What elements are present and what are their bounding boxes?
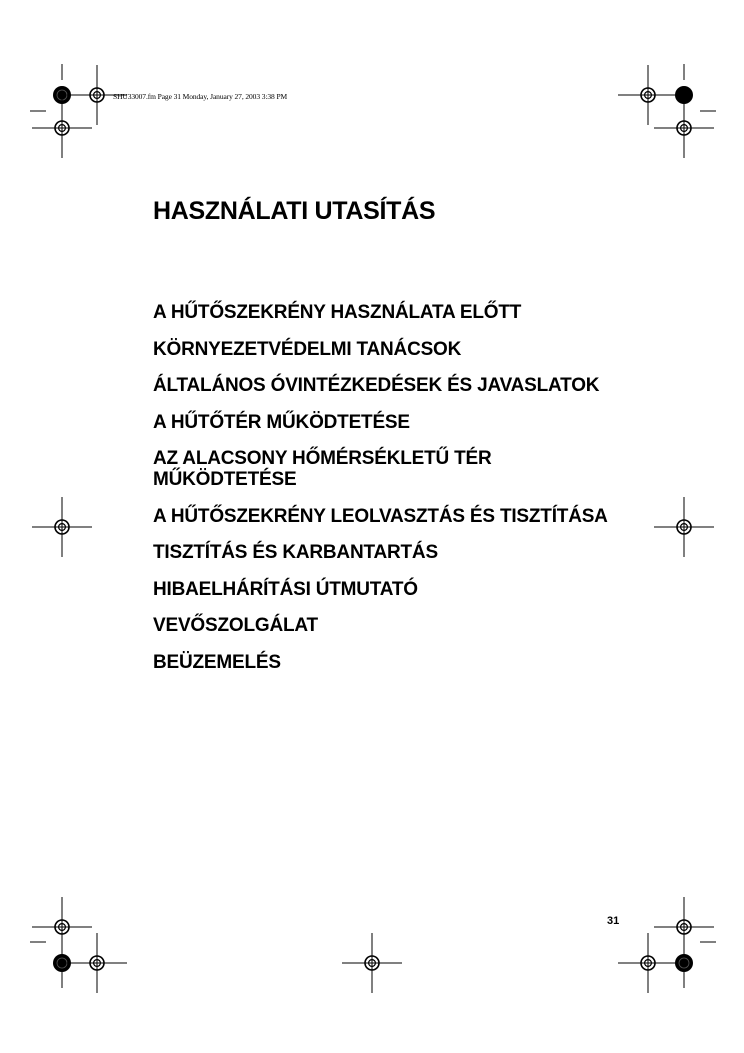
registration-mark-icon — [32, 98, 92, 158]
print-slug-line: SHU33007.fm Page 31 Monday, January 27, 2003 3:38 PM — [113, 92, 288, 101]
registration-mark-icon — [654, 897, 714, 957]
toc-item: VEVŐSZOLGÁLAT — [153, 615, 318, 636]
toc-item: A HŰTŐSZEKRÉNY HASZNÁLATA ELŐTT — [153, 302, 522, 323]
registration-mark-icon — [654, 497, 714, 557]
toc-item: AZ ALACSONY HŐMÉRSÉKLETŰ TÉR MŰKÖDTETÉSE — [153, 448, 492, 490]
table-of-contents — [153, 302, 623, 688]
registration-mark-icon — [32, 497, 92, 557]
toc-item: A HŰTŐTÉR MŰKÖDTETÉSE — [153, 411, 410, 433]
toc-item: HIBAELHÁRÍTÁSI ÚTMUTATÓ — [153, 578, 418, 600]
registration-mark-icon — [618, 65, 678, 125]
registration-mark-icon — [654, 98, 714, 158]
registration-mark-icon — [342, 933, 402, 993]
page-title: HASZNÁLATI UTASÍTÁS — [153, 197, 436, 225]
toc-item: ÁLTALÁNOS ÓVINTÉZKEDÉSEK ÉS JAVASLATOK — [153, 375, 600, 396]
toc-item: TISZTÍTÁS ÉS KARBANTARTÁS — [153, 542, 438, 563]
registration-mark-icon — [32, 897, 92, 957]
toc-item: BEÜZEMELÉS — [153, 651, 281, 673]
page-number: 31 — [607, 915, 620, 927]
toc-item: A HŰTŐSZEKRÉNY LEOLVASZTÁS ÉS TISZTÍTÁSA — [153, 505, 608, 527]
registration-mark-icon — [67, 933, 127, 993]
registration-mark-icon — [618, 933, 678, 993]
toc-item: KÖRNYEZETVÉDELMI TANÁCSOK — [153, 338, 462, 360]
